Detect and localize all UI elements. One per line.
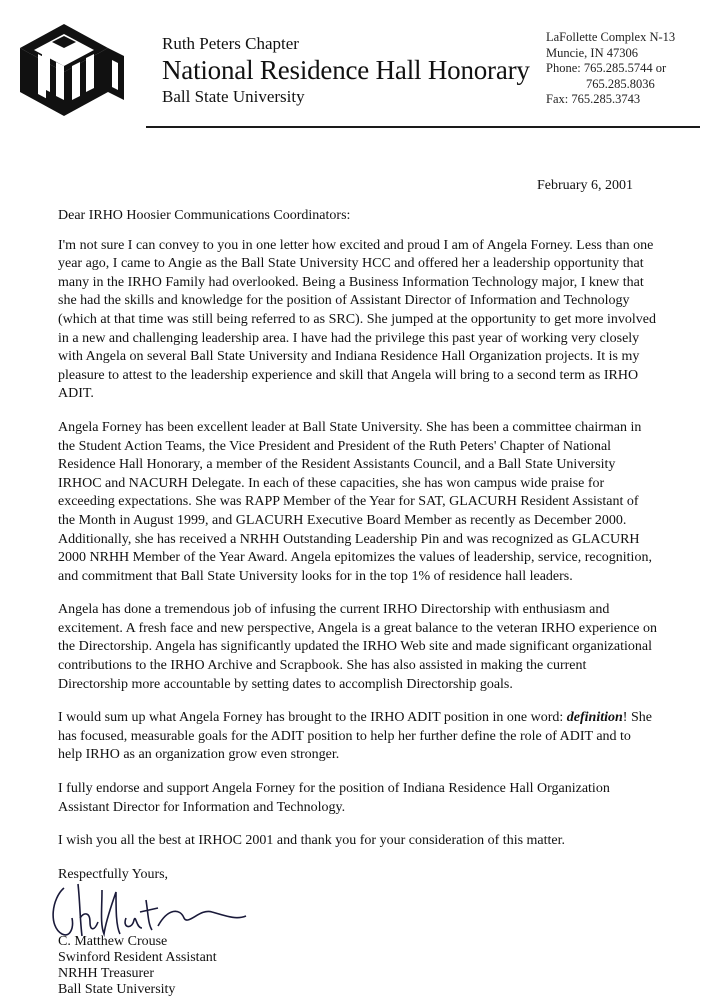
address-line-1: LaFollette Complex N-13 <box>546 30 676 44</box>
paragraph-1: I'm not sure I can convey to you in one letter how excited and proud I am of Angela Forney. Less than one year ago, I came to Angie as the Ball State University HCC and offered her a leadership opportunity that many in the IRHO Family had overlooked. Being a Business Information Technology major, I knew that she had the skills and knowledge for the position of Assistant Director of Information and Technology (which at that time was still being referred to as SRC). She jumped at the opportunity to get more involved in a new and challenging leadership area. I have had the privilege this past year of working very closely with Angela on several Ball State University and Indiana Residence Hall Organization projects. It is my pleasure to attest to the leadership experience and skill that Angela will bring to a second term as IRHO ADIT. <box>58 237 656 402</box>
paragraph-2: Angela Forney has been excellent leader at Ball State University. She has been a committee chairman in the Student Action Teams, the Vice President and President of the Ruth Peters' Chapter of National Residence Hall Honorary, a member of the Resident Assistants Council, and a Ball State University IRHOC and NACURH Delegate. In each of these capacities, she has won campus wide praise for exceeding expectations. She was RAPP Member of the Year for SAT, GLACURH Resident Assistant of the Month in August 1999, and GLACURH Executive Board Member as recently as December 2000. Additionally, she has received a NRHH Outstanding Leadership Pin and was recognized as GLACURH 2000 NRHH Member of the Year Award. Angela epitomizes the values of leadership, service, recognition, and commitment that Ball State University looks for in the top 1% of residence hall leaders. <box>58 419 652 584</box>
signer-title-3: Ball State University <box>58 982 176 998</box>
chapter-name: Ruth Peters Chapter <box>162 34 299 53</box>
letter-body <box>58 207 658 998</box>
organization-name: National Residence Hall Honorary <box>162 55 530 85</box>
handwritten-signature-icon <box>50 878 250 942</box>
address-line-2: Muncie, IN 47306 <box>546 45 638 60</box>
university-name: Ball State University <box>162 87 305 106</box>
paragraph-5: I fully endorse and support Angela Forney for the position of Indiana Residence Hall Organization Assistant Director for Information and Technology. <box>58 781 610 815</box>
signer-title-2: NRHH Treasurer <box>58 966 155 982</box>
paragraph-3: Angela has done a tremendous job of infusing the current IRHO Directorship with enthusiasm and excitement. A fresh face and new perspective, Angela is a great balance to the veteran IRHO experience on the Directorship. Angela has significantly updated the IRHO Web site and made significant organizational contributions to the IRHO Archive and Scrapbook. She has also assisted in making the current Directorship more accountable by setting dates to accomplish Directorship goals. <box>58 602 658 692</box>
salutation: Dear IRHO Hoosier Communications Coordinators: <box>58 208 351 223</box>
phone-line-1: Phone: 765.285.5744 or <box>546 61 667 75</box>
paragraph-4-end: ! She has focused, measurable goals for the ADIT position to help her further define the role of ADIT and to help IRHO as an organization grow even stronger. <box>58 710 652 763</box>
organization-block <box>162 34 542 107</box>
fax-line: Fax: 765.285.3743 <box>546 92 641 106</box>
paragraph-4-start: I would sum up what Angela Forney has brought to the IRHO ADIT position in one word: <box>58 710 567 726</box>
letter-date: February 6, 2001 <box>537 178 634 193</box>
signer-name: C. Matthew Crouse <box>58 934 168 950</box>
emphasis-word: definition <box>566 710 623 726</box>
contact-block <box>546 30 698 108</box>
paragraph-4 <box>58 709 658 765</box>
paragraph-6: I wish you all the best at IRHOC 2001 and thank you for your consideration of this matter. <box>58 833 566 849</box>
signer-title-1: Swinford Resident Assistant <box>58 950 217 966</box>
signature-area <box>58 884 658 934</box>
closing: Respectfully Yours, <box>58 866 169 882</box>
letterhead-divider <box>146 126 700 128</box>
phone-line-2: 765.285.8036 <box>586 76 655 91</box>
nrhh-cube-logo-icon <box>12 10 132 122</box>
